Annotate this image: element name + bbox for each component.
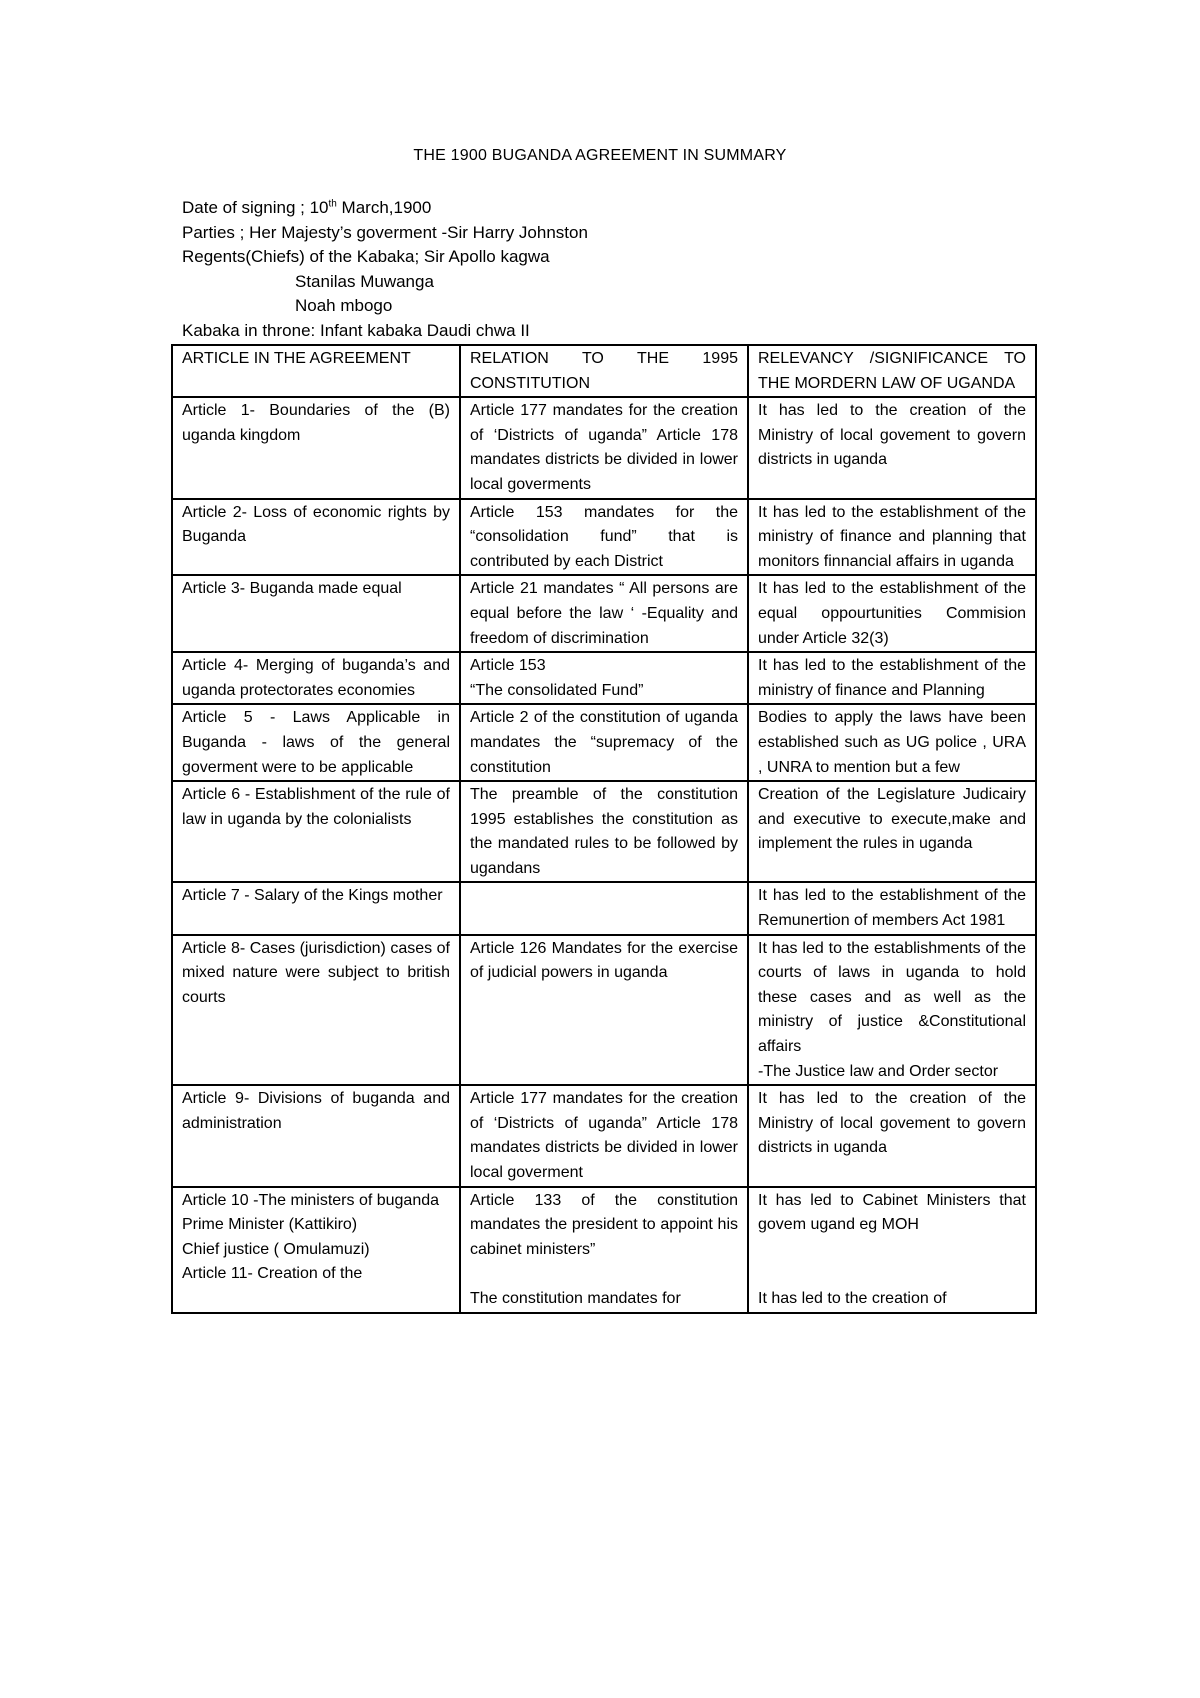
relevancy-cell (748, 397, 1036, 498)
article-cell (172, 499, 460, 576)
article-cell (172, 652, 460, 704)
cell-text: Bodies to apply the laws have been established such as UG police , URA , UNRA to mention but a few (758, 709, 1026, 776)
cell-text: -The Justice law and Order sector (758, 1062, 999, 1080)
cell-text: Article 177 mandates for the creation of ‘Districts of uganda” Article 178 mandates districts be divided in lower local goverments (470, 402, 738, 493)
cell-text: It has led to Cabinet Ministers that govem ugand eg MOH (758, 1191, 1026, 1234)
article-cell (172, 575, 460, 652)
table-row (172, 935, 1036, 1086)
cell-text: Article 133 of the constitution mandates the president to appoint his cabinet ministers” (470, 1191, 738, 1258)
cell-text: Article 153 mandates for the “consolidation fund” that is contributed by each District (470, 503, 738, 570)
relation-cell (460, 499, 748, 576)
regents-line: Regents(Chiefs) of the Kabaka; Sir Apollo kagwa (182, 247, 550, 266)
header-relation: RELATION TO THE 1995 CONSTITUTION (460, 345, 748, 397)
header-relevancy: RELEVANCY /SIGNIFICANCE TO THE MORDERN LAW OF UGANDA (748, 345, 1036, 397)
parties-line: Parties ; Her Majesty’s goverment -Sir Harry Johnston (182, 222, 588, 242)
cell-text: Article 5 - Laws Applicable in Buganda - laws of the general goverment were to be applicable (182, 709, 450, 776)
relation-cell (460, 575, 748, 652)
cell-text: It has led to the creation of (758, 1289, 947, 1307)
relation-cell (460, 781, 748, 882)
cell-text: Chief justice ( Omulamuzi) (182, 1240, 370, 1258)
cell-text: Article 9- Divisions of buganda and administration (182, 1090, 450, 1132)
table-row (172, 1085, 1036, 1186)
date-rest: March,1900 (336, 198, 432, 217)
relevancy-cell (748, 575, 1036, 652)
cell-text: “The consolidated Fund” (470, 681, 644, 699)
cell-text: It has led to the establishment of the ministry of finance and Planning (758, 657, 1026, 699)
table-row (172, 575, 1036, 652)
cell-text: It has led to the creation of the Ministry of local govement to govern districts in uganda (758, 1090, 1026, 1157)
cell-text: The preamble of the constitution 1995 establishes the constitution as the mandated rules to be followed by ugandans (470, 786, 738, 877)
agreement-details (182, 196, 588, 343)
cell-text: Article 4- Merging of buganda’s and uganda protectorates economies (182, 657, 450, 699)
cell-text: Article 11- Creation of the (182, 1265, 363, 1283)
cell-text: Article 10 -The ministers of buganda (182, 1191, 440, 1209)
table-row (172, 704, 1036, 781)
cell-text: It has led to the establishment of the ministry of finance and planning that monitors finnancial affairs in uganda (758, 503, 1026, 570)
document-title: THE 1900 BUGANDA AGREEMENT IN SUMMARY (413, 147, 787, 164)
date-of-signing (182, 196, 588, 221)
cell-text: Article 21 mandates “ All persons are equal before the law ‘ -Equality and freedom of discrimination (470, 580, 738, 647)
cell-text: Article 8- Cases (jurisdiction) cases of mixed nature were subject to british courts (182, 939, 450, 1006)
cell-text: Prime Minister (Kattikiro) (182, 1216, 358, 1234)
article-cell (172, 1187, 460, 1313)
article-cell (172, 882, 460, 934)
relevancy-cell (748, 935, 1036, 1086)
cell-text: Creation of the Legislature Judicairy and executive to execute,make and implement the rules in uganda (758, 786, 1026, 853)
table-row (172, 397, 1036, 498)
cell-text: It has led to the establishments of the courts of laws in uganda to hold these cases and as well as the ministry of justice &Constitutional affairs (758, 939, 1026, 1056)
relation-cell (460, 1187, 748, 1313)
table-row (172, 652, 1036, 704)
article-cell (172, 397, 460, 498)
relevancy-cell (748, 499, 1036, 576)
article-cell (172, 781, 460, 882)
relevancy-cell (748, 704, 1036, 781)
date-label: Date of signing ; 10 (182, 198, 329, 217)
cell-text (470, 1262, 738, 1287)
regent-line: Stanilas Muwanga (295, 271, 434, 291)
cell-text: It has led to the establishment of the Remunertion of members Act 1981 (758, 887, 1026, 930)
cell-text: Article 2- Loss of economic rights by Buganda (182, 503, 450, 546)
relation-cell (460, 935, 748, 1086)
relevancy-cell (748, 1187, 1036, 1313)
regent-line: Noah mbogo (295, 296, 393, 315)
table-row (172, 781, 1036, 882)
cell-text: Article 126 Mandates for the exercise of judicial powers in uganda (470, 939, 738, 982)
cell-text (758, 1238, 1026, 1263)
cell-text: Article 3- Buganda made equal (182, 580, 402, 598)
summary-table (171, 344, 1037, 1314)
cell-text: Article 7 - Salary of the Kings mother (182, 887, 443, 905)
article-cell (172, 704, 460, 781)
relation-cell (460, 882, 748, 934)
relation-cell (460, 704, 748, 781)
cell-text: The constitution mandates for (470, 1289, 681, 1307)
kabaka-line: Kabaka in throne: Infant kabaka Daudi chwa II (182, 320, 530, 340)
relation-cell (460, 652, 748, 704)
cell-text (758, 1262, 1026, 1287)
relevancy-cell (748, 652, 1036, 704)
relevancy-cell (748, 882, 1036, 934)
cell-text: It has led to the establishment of the equal oppourtunities Commision under Article 32(3) (758, 580, 1026, 647)
cell-text: Article 6 - Establishment of the rule of law in uganda by the colonialists (182, 786, 450, 828)
relevancy-cell (748, 1085, 1036, 1186)
relevancy-cell (748, 781, 1036, 882)
cell-text: Article 177 mandates for the creation of ‘Districts of uganda” Article 178 mandates districts be divided in lower local goverment (470, 1090, 738, 1181)
cell-text: Article 153 (470, 657, 546, 675)
cell-text: Article 2 of the constitution of uganda mandates the “supremacy of the constitution (470, 709, 738, 776)
header-article: ARTICLE IN THE AGREEMENT (172, 345, 460, 397)
table-row (172, 499, 1036, 576)
table-row (172, 882, 1036, 934)
table-row (172, 1187, 1036, 1313)
article-cell (172, 935, 460, 1086)
article-cell (172, 1085, 460, 1186)
cell-text: It has led to the creation of the Ministry of local govement to govern districts in uganda (758, 402, 1026, 469)
relation-cell (460, 397, 748, 498)
relation-cell (460, 1085, 748, 1186)
table-header-row (172, 345, 1036, 397)
date-superscript: th (328, 198, 337, 210)
cell-text: Article 1- Boundaries of the (B) uganda kingdom (182, 402, 450, 444)
